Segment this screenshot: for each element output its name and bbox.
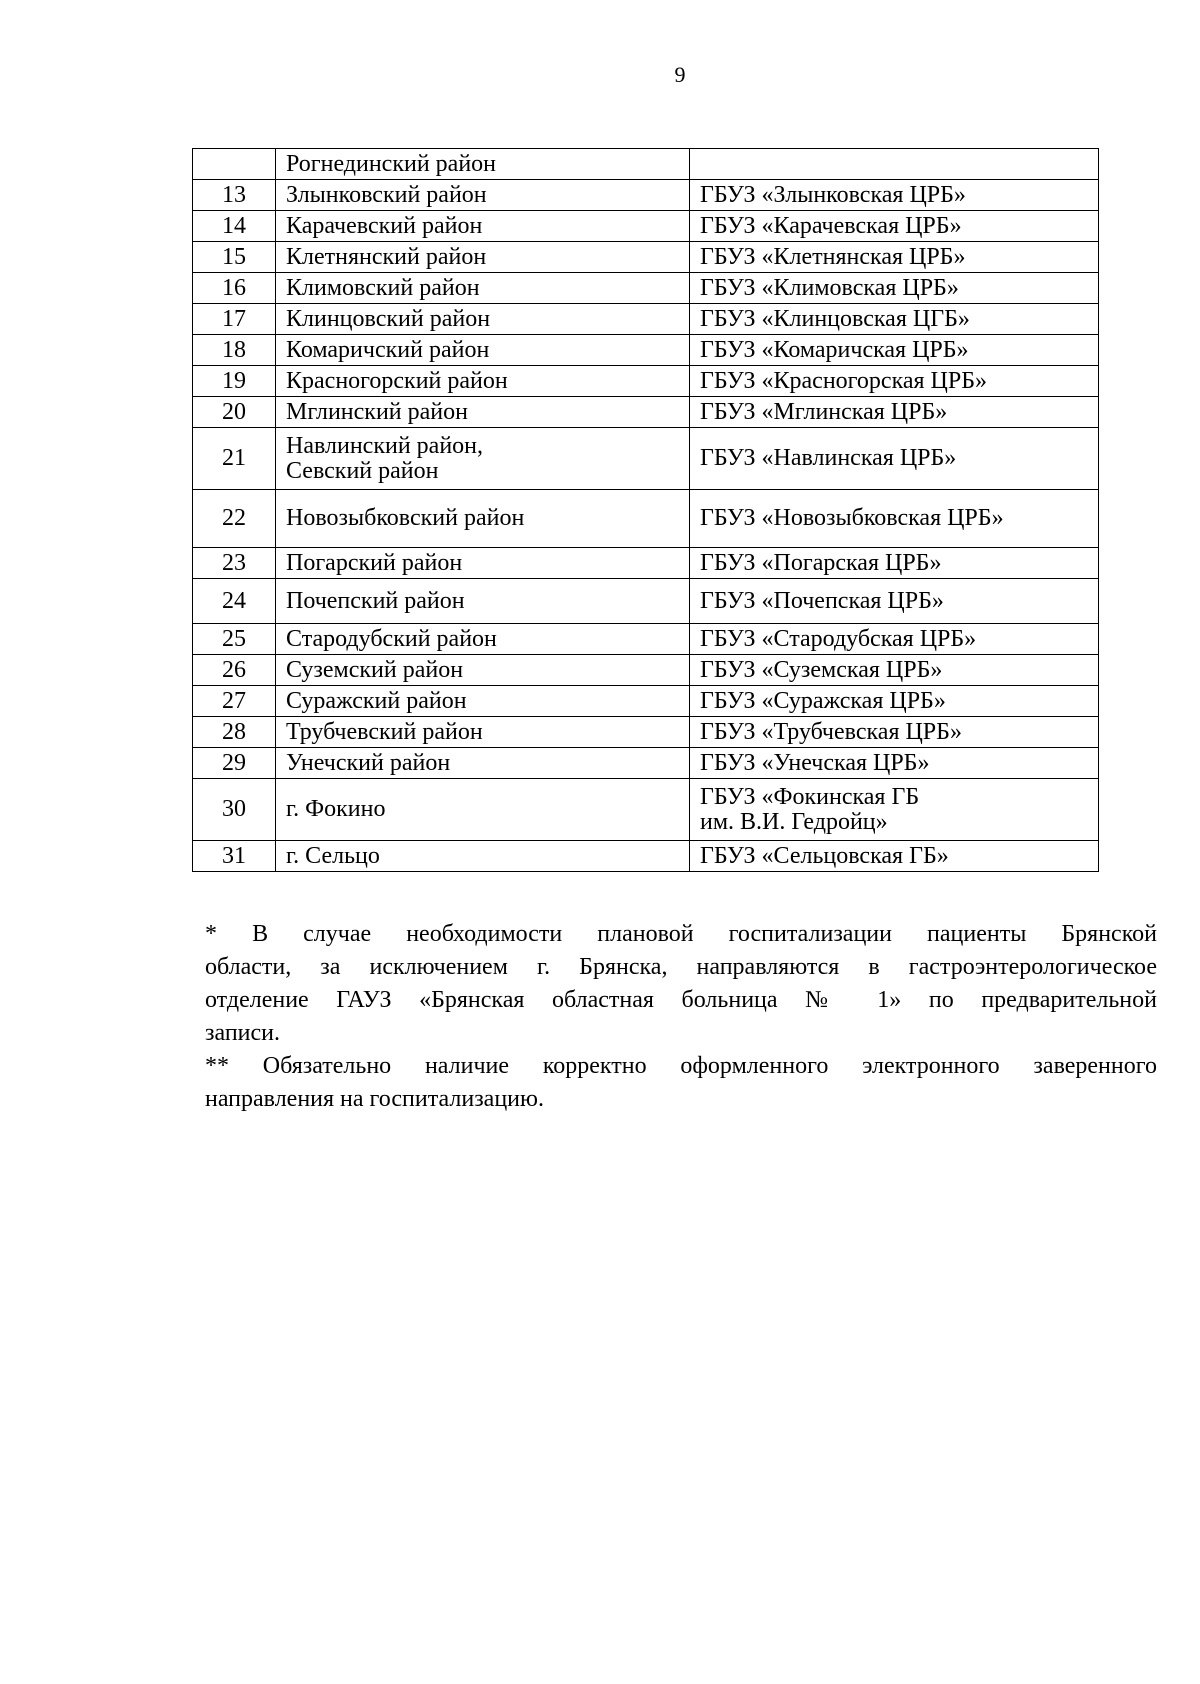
page-number: 9 xyxy=(674,62,686,87)
district-cell: г. Сельцо xyxy=(276,841,690,872)
table-row xyxy=(193,624,1099,655)
district-cell: Климовский район xyxy=(276,273,690,304)
hospital-cell: ГБУЗ «Климовская ЦРБ» xyxy=(690,273,1099,304)
table-row xyxy=(193,366,1099,397)
hospital-cell: ГБУЗ «Почепская ЦРБ» xyxy=(690,579,1099,624)
hospital-cell: ГБУЗ «Злынковская ЦРБ» xyxy=(690,180,1099,211)
district-cell: Клетнянский район xyxy=(276,242,690,273)
row-number: 26 xyxy=(193,655,276,686)
table-row xyxy=(193,242,1099,273)
table-row xyxy=(193,748,1099,779)
table-row xyxy=(193,655,1099,686)
row-number: 21 xyxy=(193,428,276,490)
district-cell: Новозыбковский район xyxy=(276,490,690,548)
row-number: 28 xyxy=(193,717,276,748)
row-number: 31 xyxy=(193,841,276,872)
district-cell: Рогнединский район xyxy=(276,149,690,180)
footnote-referral: * В случае необходимости плановой госпитализации пациенты Брянской области, за исключением г. Брянска, направляются в гастроэнтерологическое отделение ГАУЗ «Брянская областная больница № 1» по предварительной записи. xyxy=(205,921,1157,1046)
table-row xyxy=(193,211,1099,242)
district-cell: Суражский район xyxy=(276,686,690,717)
hospital-cell xyxy=(690,149,1099,180)
row-number: 13 xyxy=(193,180,276,211)
footnote-electronic-referral: ** Обязательно наличие корректно оформленного электронного заверенного направления на госпитализацию. xyxy=(205,1053,1157,1112)
district-cell: Погарский район xyxy=(276,548,690,579)
table-row xyxy=(193,428,1099,490)
hospital-cell: ГБУЗ «Навлинская ЦРБ» xyxy=(690,428,1099,490)
table-row xyxy=(193,490,1099,548)
table-row xyxy=(193,397,1099,428)
district-cell: Злынковский район xyxy=(276,180,690,211)
table-body xyxy=(193,149,1099,872)
hospital-cell: ГБУЗ «Сельцовская ГБ» xyxy=(690,841,1099,872)
hospital-cell: ГБУЗ «Погарская ЦРБ» xyxy=(690,548,1099,579)
hospital-cell: ГБУЗ «Мглинская ЦРБ» xyxy=(690,397,1099,428)
district-cell: Трубчевский район xyxy=(276,717,690,748)
district-cell: Клинцовский район xyxy=(276,304,690,335)
row-number: 30 xyxy=(193,779,276,841)
table-row xyxy=(193,304,1099,335)
row-number: 19 xyxy=(193,366,276,397)
hospital-cell: ГБУЗ «Комаричская ЦРБ» xyxy=(690,335,1099,366)
district-cell: Мглинский район xyxy=(276,397,690,428)
district-cell: Комаричский район xyxy=(276,335,690,366)
row-number: 14 xyxy=(193,211,276,242)
table-row xyxy=(193,841,1099,872)
row-number: 16 xyxy=(193,273,276,304)
table-row xyxy=(193,579,1099,624)
table-row xyxy=(193,686,1099,717)
district-cell: Карачевский район xyxy=(276,211,690,242)
row-number: 20 xyxy=(193,397,276,428)
row-number: 17 xyxy=(193,304,276,335)
row-number: 15 xyxy=(193,242,276,273)
hospital-cell: ГБУЗ «Стародубская ЦРБ» xyxy=(690,624,1099,655)
table-row xyxy=(193,717,1099,748)
row-number: 24 xyxy=(193,579,276,624)
hospital-cell: ГБУЗ «Фокинская ГБ им. В.И. Гедройц» xyxy=(690,779,1099,841)
hospital-cell: ГБУЗ «Суземская ЦРБ» xyxy=(690,655,1099,686)
table-row xyxy=(193,548,1099,579)
row-number xyxy=(193,149,276,180)
district-cell: Унечский район xyxy=(276,748,690,779)
row-number: 22 xyxy=(193,490,276,548)
hospital-registry-table xyxy=(192,148,1099,872)
table-row xyxy=(193,335,1099,366)
district-cell: Красногорский район xyxy=(276,366,690,397)
footnotes xyxy=(205,918,1157,1116)
hospital-cell: ГБУЗ «Трубчевская ЦРБ» xyxy=(690,717,1099,748)
table-row xyxy=(193,180,1099,211)
district-cell: г. Фокино xyxy=(276,779,690,841)
row-number: 29 xyxy=(193,748,276,779)
hospital-cell: ГБУЗ «Красногорская ЦРБ» xyxy=(690,366,1099,397)
row-number: 23 xyxy=(193,548,276,579)
district-cell: Почепский район xyxy=(276,579,690,624)
hospital-cell: ГБУЗ «Карачевская ЦРБ» xyxy=(690,211,1099,242)
row-number: 25 xyxy=(193,624,276,655)
hospital-cell: ГБУЗ «Клинцовская ЦГБ» xyxy=(690,304,1099,335)
district-cell: Навлинский район, Севский район xyxy=(276,428,690,490)
table-row xyxy=(193,273,1099,304)
row-number: 27 xyxy=(193,686,276,717)
row-number: 18 xyxy=(193,335,276,366)
hospital-cell: ГБУЗ «Новозыбковская ЦРБ» xyxy=(690,490,1099,548)
hospital-cell: ГБУЗ «Суражская ЦРБ» xyxy=(690,686,1099,717)
hospital-cell: ГБУЗ «Клетнянская ЦРБ» xyxy=(690,242,1099,273)
table-row xyxy=(193,149,1099,180)
table-row xyxy=(193,779,1099,841)
hospital-cell: ГБУЗ «Унечская ЦРБ» xyxy=(690,748,1099,779)
district-cell: Суземский район xyxy=(276,655,690,686)
district-cell: Стародубский район xyxy=(276,624,690,655)
